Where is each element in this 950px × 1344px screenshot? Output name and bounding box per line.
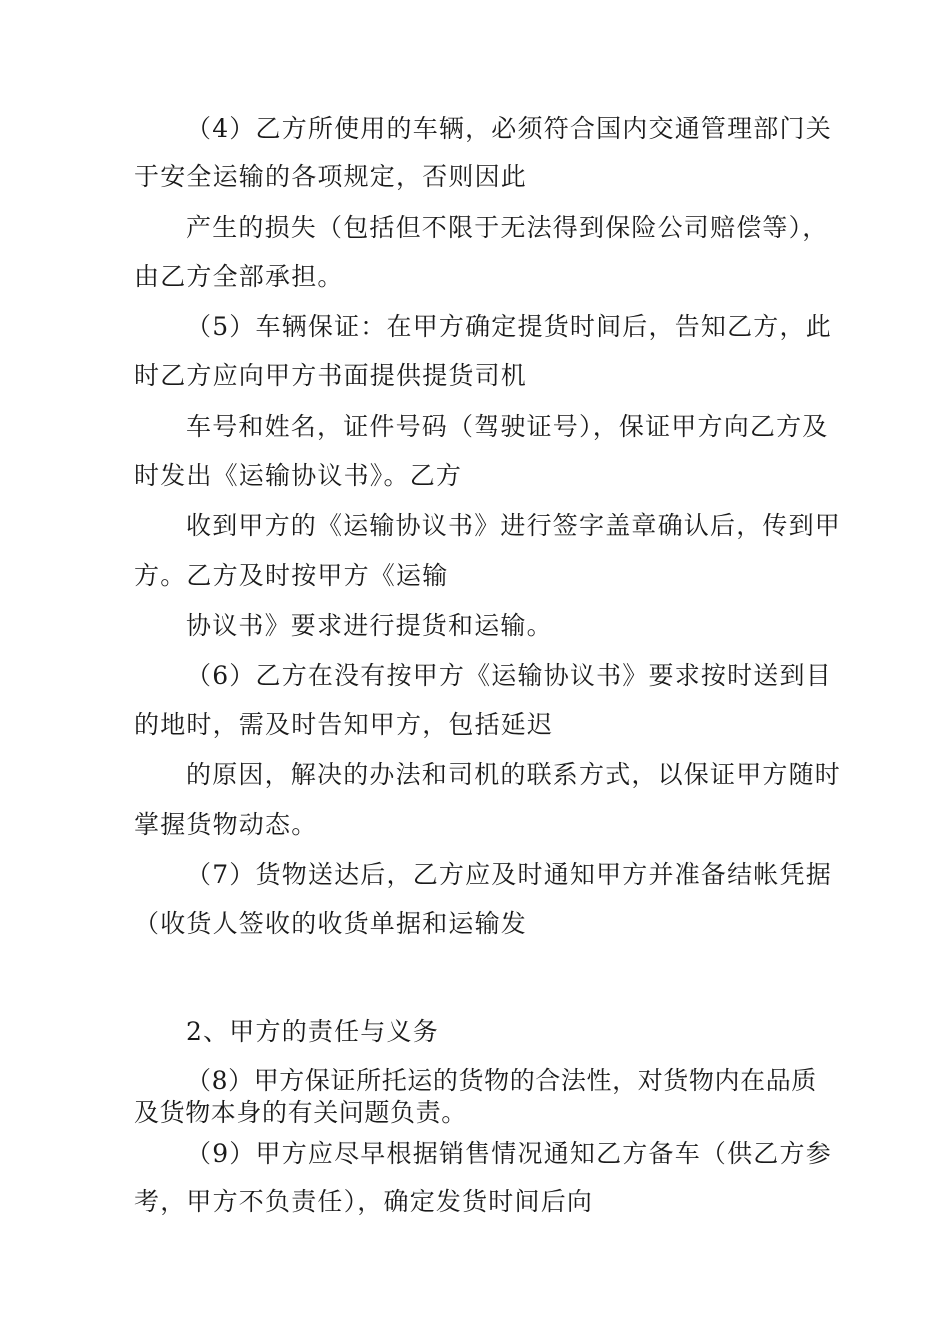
paragraph-8-line-1: （8）甲方保证所托运的货物的合法性，对货物内在品质 (186, 1066, 817, 1095)
paragraph-5-line-1: （5）车辆保证：在甲方确定提货时间后，告知乙方，此 (186, 312, 832, 341)
paragraph-6-line-3: 的原因，解决的办法和司机的联系方式，以保证甲方随时 (186, 760, 842, 789)
paragraph-9-line-2: 考，甲方不负责任），确定发货时间后向 (134, 1187, 594, 1216)
paragraph-5-line-7: 协议书》要求进行提货和运输。 (186, 611, 553, 640)
paragraph-9-line-1: （9）甲方应尽早根据销售情况通知乙方备车（供乙方参 (186, 1139, 832, 1168)
paragraph-5-line-2: 时乙方应向甲方书面提供提货司机 (134, 361, 528, 390)
section-heading: 2、甲方的责任与义务 (186, 1017, 439, 1046)
paragraph-4-line-4: 由乙方全部承担。 (134, 262, 344, 291)
paragraph-8-line-2: 及货物本身的有关问题负责。 (134, 1098, 467, 1127)
paragraph-6-line-4: 掌握货物动态。 (134, 810, 318, 839)
paragraph-4-line-3: 产生的损失（包括但不限于无法得到保险公司赔偿等）， (186, 213, 829, 242)
paragraph-4-line-2: 于安全运输的各项规定，否则因此 (134, 162, 528, 191)
paragraph-7-line-2: （收货人签收的收货单据和运输发 (134, 909, 528, 938)
paragraph-5-line-4: 时发出《运输协议书》。乙方 (134, 461, 463, 490)
paragraph-5-line-6: 方。乙方及时按甲方《运输 (134, 561, 449, 590)
paragraph-5-line-5: 收到甲方的《运输协议书》进行签字盖章确认后，传到甲 (186, 511, 842, 540)
paragraph-4-line-1: （4）乙方所使用的车辆，必须符合国内交通管理部门关 (186, 114, 832, 143)
paragraph-5-line-3: 车号和姓名，证件号码（驾驶证号），保证甲方向乙方及 (186, 412, 829, 441)
paragraph-6-line-1: （6）乙方在没有按甲方《运输协议书》要求按时送到目 (186, 661, 832, 690)
paragraph-6-line-2: 的地时，需及时告知甲方，包括延迟 (134, 710, 554, 739)
paragraph-7-line-1: （7）货物送达后，乙方应及时通知甲方并准备结帐凭据 (186, 860, 832, 889)
